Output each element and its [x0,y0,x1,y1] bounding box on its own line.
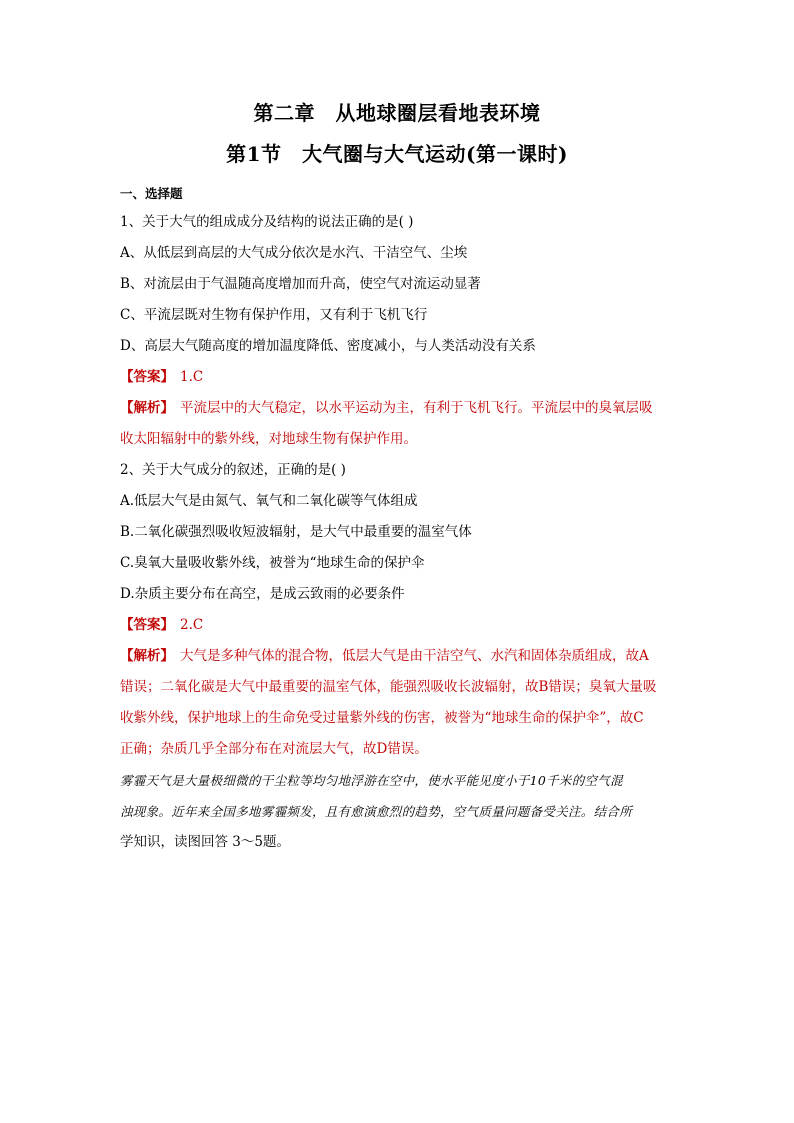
section-title: 第1节 大气圈与大气运动(第一课时) [226,142,568,166]
question-2-option-a: A.低层大气是由氮气、氧气和二氧化碳等气体组成 [120,493,418,509]
question-1-analysis-line [120,393,680,424]
intro-line: 雾霾天气是大量极细微的干尘粒等均匀地浮游在空中，使水平能见度小于10千米的空气混 [120,773,623,788]
answer-label: 【答案】 [120,617,174,633]
question-1-option-b: B、对流层由于气温随高度增加而升高，使空气对流运动显著 [120,276,481,292]
chapter-title: 第二章 从地球圈层看地表环境 [253,101,541,125]
question-1-stem: 1、关于大气的组成成分及结构的说法正确的是( ) [120,214,414,230]
intro-line: 浊现象。近年来全国多地雾霾频发，且有愈演愈烈的趋势，空气质量问题备受关注。结合所 [120,804,633,819]
part-heading: 一、选择题 [120,186,183,201]
question-2-analysis-line: 收紫外线，保护地球上的生命免受过量紫外线的伤害，被誉为“地球生命的保护伞”，故C [120,710,644,726]
answer-value: 1.C [180,369,204,385]
answer-label: 【答案】 [120,369,174,385]
question-1-option-c: C、平流层既对生物有保护作用，又有利于飞机飞行 [120,307,428,323]
question-1-answer [120,362,680,393]
question-2-option-d: D.杂质主要分布在高空，是成云致雨的必要条件 [120,586,405,602]
question-2-option-b: B.二氧化碳强烈吸收短波辐射，是大气中最重要的温室气体 [120,524,472,540]
question-2-analysis-line: 正确；杂质几乎全部分布在对流层大气，故D错误。 [120,741,428,757]
question-1-option-a: A、从低层到高层的大气成分依次是水汽、干洁空气、尘埃 [120,245,468,261]
question-2-analysis-line: 错误；二氧化碳是大气中最重要的温室气体，能强烈吸收长波辐射，故B错误；臭氧大量吸 [120,679,657,695]
question-2-answer [120,610,680,641]
question-2-option-c: C.臭氧大量吸收紫外线，被誉为“地球生命的保护伞 [120,555,425,571]
analysis-label: 【解析】 [120,400,174,416]
analysis-text: 大气是多种气体的混合物，低层大气是由干洁空气、水汽和固体杂质组成，故A [180,648,649,664]
question-2-stem: 2、关于大气成分的叙述，正确的是( ) [120,462,346,478]
analysis-label: 【解析】 [120,648,174,664]
question-1-option-d: D、高层大气随高度的增加温度降低、密度减小，与人类活动没有关系 [120,338,536,354]
answer-value: 2.C [180,617,204,633]
question-1-analysis-line: 收太阳辐射中的紫外线，对地球生物有保护作用。 [120,431,417,447]
document-body [120,183,680,858]
intro-line: 学知识，读图回答 3～5题。 [120,834,290,850]
question-2-analysis-line [120,641,680,672]
analysis-text: 平流层中的大气稳定，以水平运动为主，有利于飞机飞行。平流层中的臭氧层吸 [180,400,653,416]
